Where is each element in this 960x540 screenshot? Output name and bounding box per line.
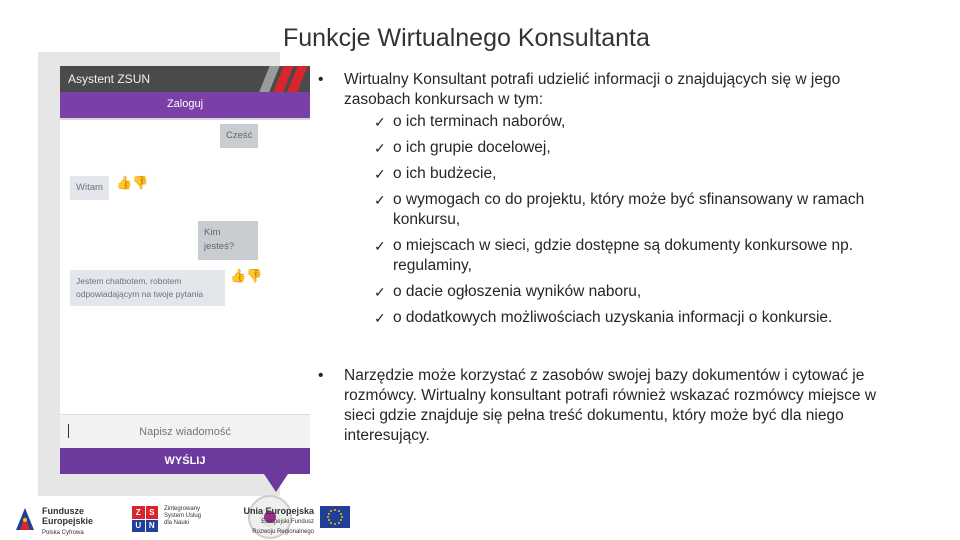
thumbs-down-icon[interactable]: 👎 [246,268,263,283]
chat-header-title: Asystent ZSUN [68,72,151,86]
chat-widget-panel [38,52,280,496]
check-item-text: o miejscach w sieci, gdzie dostępne są dokumenty konkursowe np. regulaminy, [393,237,854,274]
check-item-text: o dacie ogłoszenia wyników naboru, [393,283,642,300]
check-item [318,308,898,328]
check-item [318,138,898,158]
check-icon: ✓ [374,238,386,254]
login-button[interactable]: Zaloguj [60,92,310,118]
check-item-text: o dodatkowych możliwościach uzyskania informacji o konkursie. [393,309,833,326]
fe-line1: Fundusze [42,506,84,516]
zsun-line1: Zintegrowany [164,506,201,512]
ue-line2: Europejski Fundusz [261,519,314,526]
check-item [318,236,898,276]
bullet-dot: • [318,367,324,384]
zsun-grid-icon: Z S U N [132,506,158,532]
ue-line1: Unia Europejska [243,506,314,516]
message-input-container [60,414,310,448]
send-button[interactable]: WYŚLIJ [60,448,310,474]
thumbs-down-icon[interactable]: 👎 [132,175,149,190]
message-bubble-bot: Jestem chatbotem, robotem odpowiadającym na twoje pytania [70,270,225,306]
message-bubble-user: Kim jesteś? [198,221,258,260]
zsun-line2: System Usług [164,512,202,519]
header-stripes-decoration [258,66,310,92]
check-item-text: o wymogach co do projektu, który może być sfinansowany w ramach konkursu, [393,191,865,228]
bullet-text: Narzędzie może korzystać z zasobów swojej bazy dokumentów i cytować je rozmówcy. Wirtualny konsultant potrafi również wskazać rozmówcy miejsce w sieci gdzie znajduje się pełna treść dokumentu, który może być dla niego interesujący. [344,367,877,444]
ue-line3: Rozwoju Regionalnego [252,529,314,536]
message-bubble-user: Cześć [220,124,258,148]
fe-star-icon [14,506,36,532]
check-item [318,112,898,132]
fe-line3: Polska Cyfrowa [42,529,84,536]
check-icon: ✓ [374,192,386,208]
widget-pointer-arrow [264,474,288,492]
chat-messages-area [60,118,310,414]
bullet-dot: • [318,71,324,88]
check-icon: ✓ [374,140,386,156]
bullet-item [318,70,898,110]
check-item [318,282,898,302]
thumbs-up-icon[interactable]: 👍 [230,268,247,283]
eu-flag-icon [320,506,350,528]
check-item-text: o ich budżecie, [393,165,497,182]
check-item-text: o ich grupie docelowej, [393,139,551,156]
message-bubble-bot: Witam [70,176,109,200]
zsun-line3: dla Nauki [164,519,190,526]
fe-line2: Europejskie [42,516,94,527]
slide-title: Funkcje Wirtualnego Konsultanta [283,24,650,52]
feedback-thumbs [116,175,148,191]
check-icon: ✓ [374,114,386,130]
check-icon: ✓ [374,284,386,300]
bullet-item [318,366,898,446]
chat-header-bar [60,66,310,92]
text-caret [68,424,69,438]
thumbs-up-icon[interactable]: 👍 [116,175,133,190]
check-item [318,164,898,184]
check-icon: ✓ [374,166,386,182]
message-input[interactable] [60,415,310,448]
content-text [318,70,898,446]
check-icon: ✓ [374,310,386,326]
funding-logos-bar [14,500,374,540]
feedback-thumbs [230,268,262,284]
check-item-text: o ich terminach naborów, [393,113,566,130]
bullet-text: Wirtualny Konsultant potrafi udzielić informacji o znajdujących się w jego zasobach konkursach w tym: [344,71,841,108]
check-item [318,190,898,230]
